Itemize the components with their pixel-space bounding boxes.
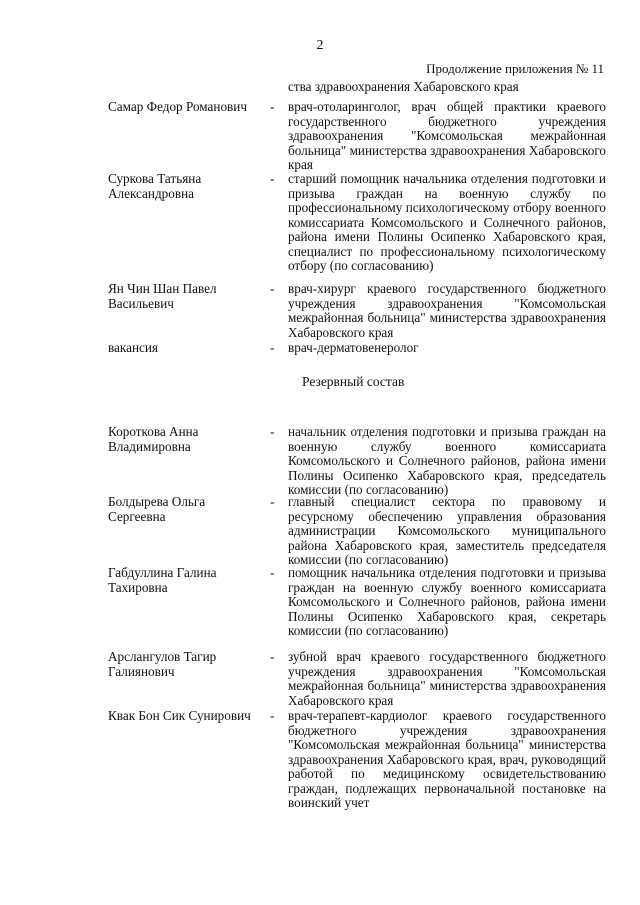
entry-dash: - bbox=[270, 340, 275, 355]
entry-description: врач-отоларинголог, врач общей практики краевого государственного бюджетного учреждения здравоохранения "Комсомольская межрайонная больница" министерства здравоохранения Хабаровского края bbox=[288, 99, 606, 172]
entry-name: Болдырева Ольга Сергеевна bbox=[108, 494, 206, 524]
entry-description: врач-терапевт-кардиолог краевого государственного бюджетного учреждения здравоохранения "Комсомольская межрайонная больница" министерства здравоохранения Хабаровского края, врач, руководящий работой по медицинскому освидетельствованию граждан, подлежащих первоначальной постановке на воинский учет bbox=[288, 708, 606, 810]
entry-dash: - bbox=[270, 708, 275, 723]
entry-description: помощник начальника отделения подготовки и призыва граждан на военную службу военного комиссариата Комсомольского и Солнечного районов, района имени Полины Осипенко Хабаровского края, секретарь комиссии (по согласованию) bbox=[288, 565, 606, 638]
entry-dash: - bbox=[270, 649, 275, 664]
entry-description: врач-дерматовенеролог bbox=[288, 340, 419, 355]
entry-dash: - bbox=[270, 281, 275, 296]
entry-description: старший помощник начальника отделения подготовки и призыва граждан на военную службу по профессиональному психологическому отбору военного комиссариата Комсомольского и Солнечного районов, района имени Полины Осипенко Хабаровского края, специалист по профессиональному психологическому отбору (по согласованию) bbox=[288, 171, 606, 273]
entry-name: Самар Федор Романович bbox=[108, 99, 247, 114]
entry-dash: - bbox=[270, 494, 275, 509]
entry-name: Арслангулов Тагир Галиянович bbox=[108, 649, 217, 679]
entry-name: Суркова Татьяна Александровна bbox=[108, 171, 202, 201]
entry-name: вакансия bbox=[108, 340, 159, 355]
entry-description: врач-хирург краевого государственного бюджетного учреждения здравоохранения "Комсомольская межрайонная больница" министерства здравоохранения Хабаровского края bbox=[288, 281, 606, 340]
entry-dash: - bbox=[270, 99, 275, 114]
entry-name: Короткова Анна Владимировна bbox=[108, 424, 199, 454]
entry-name: Габдуллина Галина Тахировна bbox=[108, 565, 217, 595]
entry-description: главный специалист сектора по правовому и ресурсному обеспечению управления образования администрации Комсомольского муниципального района Хабаровского края, заместитель председателя комиссии (по согласованию) bbox=[288, 494, 606, 567]
entry-dash: - bbox=[270, 171, 275, 186]
entry-dash: - bbox=[270, 424, 275, 439]
entry-description: начальник отделения подготовки и призыва граждан на военную службу военного комиссариата Комсомольского и Солнечного районов, района имени Полины Осипенко Хабаровского края, председатель комиссии (по согласованию) bbox=[288, 424, 606, 497]
page-number: 2 bbox=[316, 38, 324, 53]
entry-dash: - bbox=[270, 565, 275, 580]
section-title: Резервный состав bbox=[302, 374, 405, 389]
entry-name: Квак Бон Сик Сунирович bbox=[108, 708, 251, 723]
entry-description: зубной врач краевого государственного бюджетного учреждения здравоохранения "Комсомольская межрайонная больница" министерства здравоохранения Хабаровского края bbox=[288, 649, 606, 708]
entry-description: ства здравоохранения Хабаровского края bbox=[288, 79, 519, 94]
continuation-note: Продолжение приложения № 11 bbox=[426, 61, 604, 76]
entry-name: Ян Чин Шан Павел Васильевич bbox=[108, 281, 217, 311]
